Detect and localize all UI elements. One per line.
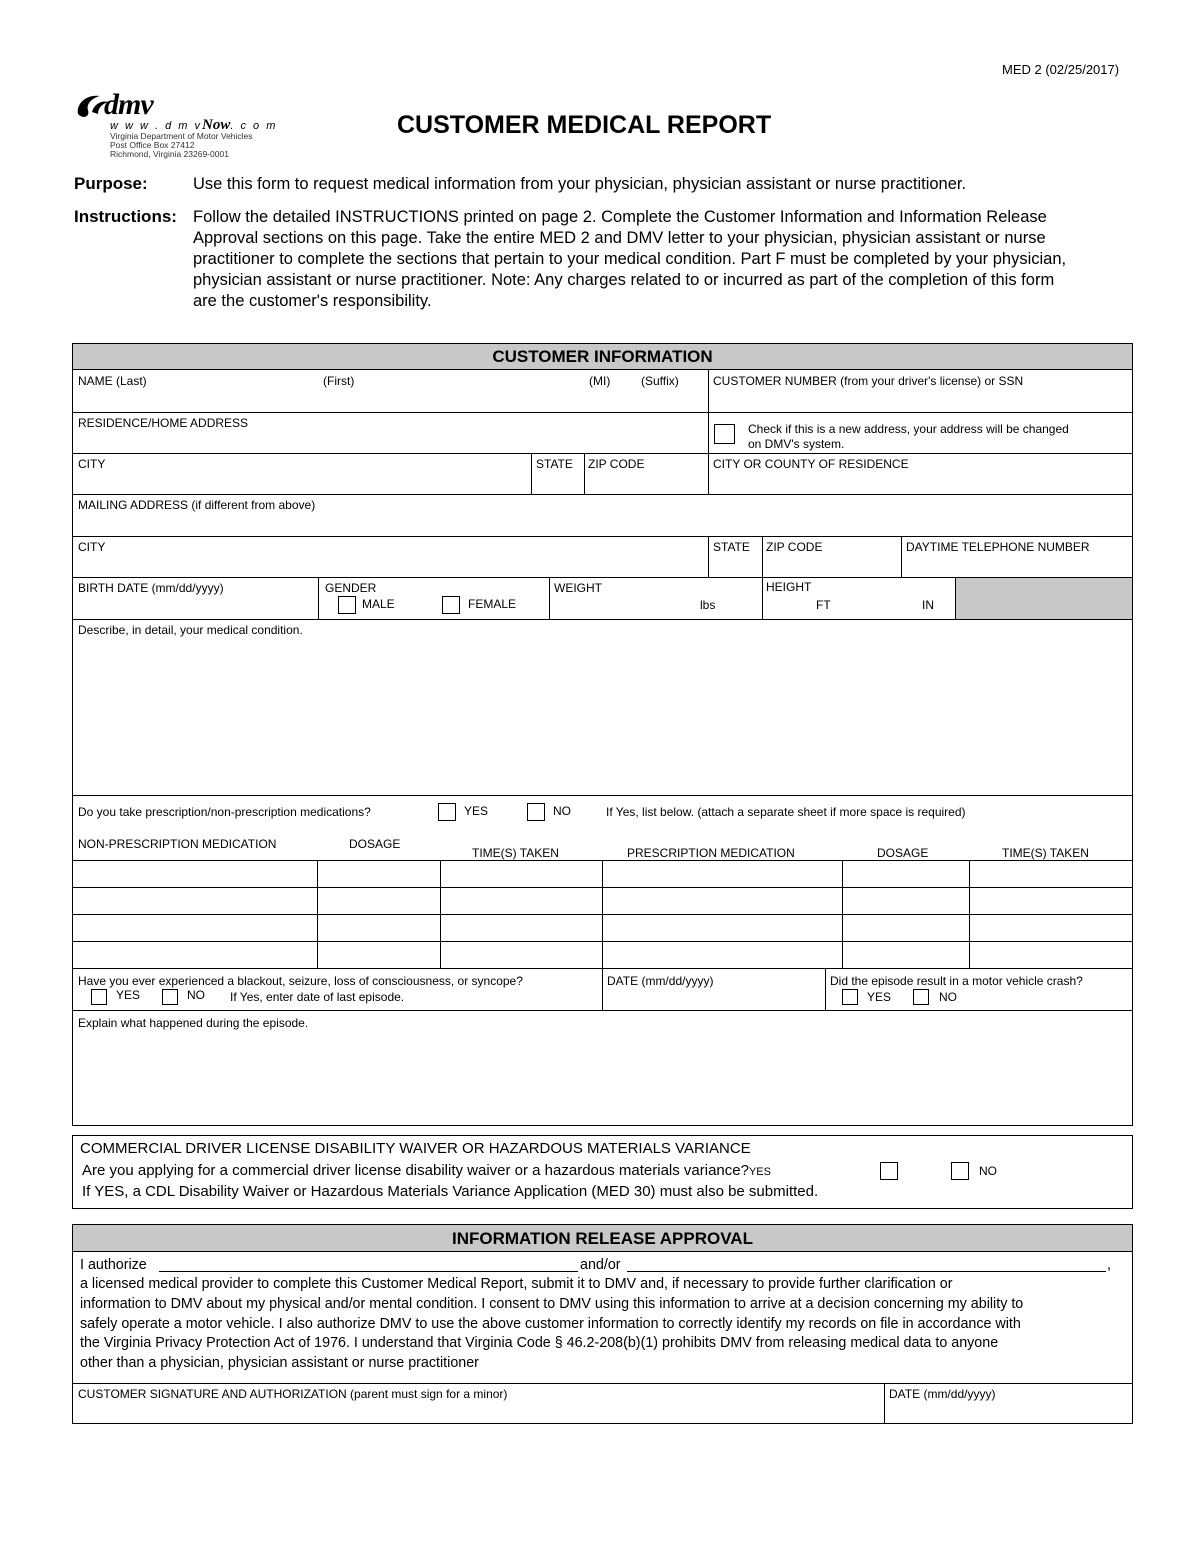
col-prescription-dosage: DOSAGE [877,846,929,860]
explain-episode-field[interactable] [74,1032,1131,1124]
medications-no-checkbox[interactable] [527,803,545,821]
describe-condition-label: Describe, in detail, your medical condition. [78,623,303,637]
medications-note: If Yes, list below. (attach a separate sheet if more space is required) [606,805,966,819]
form-number: MED 2 (02/25/2017) [1002,62,1120,77]
weight-label: WEIGHT [554,581,602,595]
instructions-label: Instructions: [74,207,177,226]
logo-url: w w w . d m vNow. c o m [110,117,278,133]
medications-no-label: NO [553,804,571,818]
lbs-label: lbs [700,598,716,612]
mailing-zip-label: ZIP CODE [766,540,823,554]
blackout-no-label: NO [187,988,205,1002]
blackout-no-checkbox[interactable] [162,989,178,1005]
new-address-label-line1: Check if this is a new address, your address will be changed [748,422,1069,436]
medications-yes-label: YES [464,804,489,818]
logo-address: Virginia Department of Motor Vehicles Post Office Box 27412 Richmond, Virginia 23269-0001 [110,131,253,159]
crash-yes-label: YES [867,990,892,1004]
authorize-line-1[interactable] [159,1271,578,1272]
residence-address-label: RESIDENCE/HOME ADDRESS [78,416,249,430]
col-non-prescription-dosage: DOSAGE [349,837,401,851]
cdl-yes-checkbox[interactable] [880,1162,898,1180]
blackout-yes-checkbox[interactable] [91,989,107,1005]
purpose-text: Use this form to request medical information from your physician, physician assistant or nurse practitioner. [193,175,967,193]
release-text: a licensed medical provider to complete this Customer Medical Report, submit it to DMV and, if necessary to provide further clarification or information to DMV about my physical and/or mental condition. I consent to DMV using this information to arrive at a decision concerning my ability to safely operate a motor vehicle. I also authorize DMV to use the above customer information to correctly identify my records on file in accordance with the Virginia Privacy Protection Act of 1976. I understand that Virginia Code § 46.2-208(b)(1) prohibits DMV from releasing medical data to anyone other than a physician, physician assistant or nurse practitioner [80,1276,1024,1372]
col-non-prescription-medication: NON-PRESCRIPTION MEDICATION [78,837,277,851]
authorize-line-2[interactable] [627,1271,1106,1272]
signature-label: CUSTOMER SIGNATURE AND AUTHORIZATION (parent must sign for a minor) [78,1387,508,1401]
release-heading: INFORMATION RELEASE APPROVAL [73,1225,1132,1252]
col-non-prescription-times: TIME(S) TAKEN [472,846,559,860]
mailing-city-label: CITY [78,540,106,554]
ft-label: FT [816,598,831,612]
crash-no-label: NO [939,990,957,1004]
blackout-yes-label: YES [116,988,141,1002]
signature-date-label: DATE (mm/dd/yyyy) [889,1387,996,1401]
col-prescription-medication: PRESCRIPTION MEDICATION [627,846,795,860]
cdl-no-checkbox[interactable] [951,1162,969,1180]
name-suffix-label: (Suffix) [641,374,679,388]
dmv-logo [74,88,284,164]
describe-condition-field[interactable] [74,640,1131,792]
mailing-state-label: STATE [713,540,750,554]
purpose-label: Purpose: [74,174,148,193]
in-label: IN [922,598,934,612]
cdl-question: Are you applying for a commercial driver license disability waiver or a hazardous materials variance?YES [82,1162,771,1179]
city-label: CITY [78,457,106,471]
new-address-checkbox[interactable] [714,424,735,444]
explain-episode-label: Explain what happened during the episode. [78,1016,309,1030]
male-label: MALE [362,597,395,611]
crash-no-checkbox[interactable] [913,989,929,1005]
customer-information-heading: CUSTOMER INFORMATION [73,344,1132,370]
medications-question: Do you take prescription/non-prescription medications? [78,805,371,819]
height-gray-cell [956,578,1132,619]
col-prescription-times: TIME(S) TAKEN [1002,846,1089,860]
andor-label: and/or [580,1257,621,1273]
new-address-label-line2: on DMV's system. [748,437,845,451]
page-title: CUSTOMER MEDICAL REPORT [397,111,772,139]
name-first-label: (First) [323,374,355,388]
male-checkbox[interactable] [338,596,356,614]
zip-label: ZIP CODE [588,457,645,471]
blackout-note: If Yes, enter date of last episode. [230,990,405,1004]
height-label: HEIGHT [766,580,812,594]
crash-yes-checkbox[interactable] [842,989,858,1005]
name-mi-label: (MI) [589,374,611,388]
instructions-text: Follow the detailed INSTRUCTIONS printed on page 2. Complete the Customer Information and Information Release Approval sections on this page. Take the entire MED 2 and DMV letter to your physician, physician assistant or nurse practitioner to complete the sections that pertain to your medical condition. Part F must be completed by your physician, physician assistant or nurse practitioner. Note: Any charges related to or incurred as part of the completion of this form are the customer's responsibility. [193,208,1067,310]
customer-number-label: CUSTOMER NUMBER (from your driver's license) or SSN [713,374,1024,388]
blackout-question: Have you ever experienced a blackout, seizure, loss of consciousness, or syncope? [78,974,523,988]
cdl-heading: COMMERCIAL DRIVER LICENSE DISABILITY WAIVER OR HAZARDOUS MATERIALS VARIANCE [80,1140,751,1157]
authorize-label: I authorize [80,1257,147,1273]
authorize-comma: , [1107,1257,1111,1273]
state-label: STATE [536,457,573,471]
daytime-phone-label: DAYTIME TELEPHONE NUMBER [906,540,1090,554]
logo-brand: dmv [104,88,153,121]
crash-question: Did the episode result in a motor vehicle crash? [830,974,1083,988]
gender-label: GENDER [325,581,377,595]
episode-date-label: DATE (mm/dd/yyyy) [607,974,714,988]
county-label: CITY OR COUNTY OF RESIDENCE [713,457,909,471]
female-checkbox[interactable] [442,596,460,614]
medications-yes-checkbox[interactable] [438,803,456,821]
name-last-label: NAME (Last) [78,374,147,388]
cdl-no-label: NO [979,1164,997,1178]
birth-date-label: BIRTH DATE (mm/dd/yyyy) [78,581,224,595]
female-label: FEMALE [468,597,517,611]
cdl-note: If YES, a CDL Disability Waiver or Hazardous Materials Variance Application (MED 30) must also be submitted. [82,1183,819,1200]
mailing-address-label: MAILING ADDRESS (if different from above) [78,498,316,512]
